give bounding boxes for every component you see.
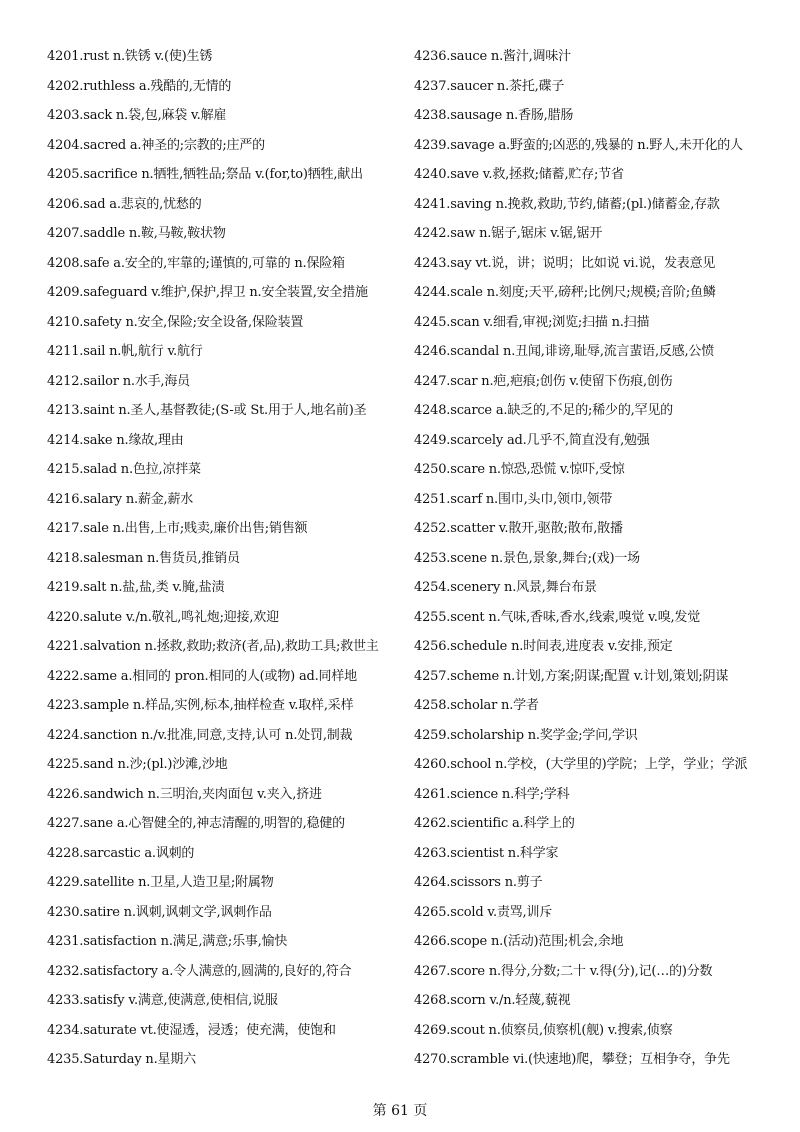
vocab-entry: 4226.sandwich n.三明治,夹肉面包 v.夹入,挤进 <box>47 786 322 802</box>
vocab-entry: 4246.scandal n.丑闻,诽谤,耻辱,流言蜚语,反感,公愤 <box>414 344 715 359</box>
vocab-entry: 4264.scissors n.剪子 <box>414 875 543 890</box>
vocab-entry: 4209.safeguard v.维护,保护,捍卫 n.安全装置,安全措施 <box>47 285 368 300</box>
vocab-entry: 4265.scold v.责骂,训斥 <box>414 904 553 920</box>
vocab-entry: 4236.sauce n.酱汁,调味汁 <box>414 49 571 64</box>
vocab-entry: 4240.save v.救,拯救;储蓄,贮存;节省 <box>414 167 624 182</box>
vocab-entry: 4233.satisfy v.满意,使满意,使相信,说服 <box>47 993 278 1008</box>
vocab-entry: 4212.sailor n.水手,海员 <box>47 373 190 389</box>
vocab-entry: 4214.sake n.缘故,理由 <box>47 432 184 448</box>
vocab-entry: 4266.scope n.(活动)范围;机会,余地 <box>414 934 624 949</box>
vocab-entry: 4210.safety n.安全,保险;安全设备,保险装置 <box>47 314 304 330</box>
vocab-entry: 4203.sack n.袋,包,麻袋 v.解雇 <box>47 108 227 123</box>
vocab-entry: 4206.sad a.悲哀的,忧愁的 <box>47 196 202 212</box>
vocab-entry: 4260.school n.学校，(大学里的)学院；上学，学业；学派 <box>414 757 748 772</box>
page-number: 第 61 页 <box>372 1103 428 1119</box>
vocab-entry: 4252.scatter v.散开,驱散;散布,散播 <box>414 521 623 536</box>
vocab-entry: 4230.satire n.讽刺,讽刺文学,讽刺作品 <box>47 904 272 920</box>
vocab-entry: 4263.scientist n.科学家 <box>414 845 559 861</box>
vocab-entry: 4251.scarf n.围巾,头巾,领巾,领带 <box>414 491 613 507</box>
vocab-entry: 4261.science n.科学;学科 <box>414 786 570 802</box>
vocab-entry: 4258.scholar n.学者 <box>414 698 539 713</box>
vocab-entry: 4259.scholarship n.奖学金;学问,学识 <box>414 727 638 743</box>
vocab-entry: 4229.satellite n.卫星,人造卫星;附属物 <box>47 875 274 890</box>
vocab-entry: 4204.sacred a.神圣的;宗教的;庄严的 <box>47 137 265 153</box>
vocab-entry: 4238.sausage n.香肠,腊肠 <box>414 108 574 123</box>
vocab-entry: 4222.same a.相同的 pron.相同的人(或物) ad.同样地 <box>47 668 357 684</box>
vocab-entry: 4245.scan v.细看,审视;浏览;扫描 n.扫描 <box>414 314 650 330</box>
vocab-entry: 4201.rust n.铁锈 v.(使)生锈 <box>47 49 213 64</box>
vocab-entry: 4250.scare n.惊恐,恐慌 v.惊吓,受惊 <box>414 462 625 477</box>
vocab-entry: 4255.scent n.气味,香味,香水,线索,嗅觉 v.嗅,发觉 <box>414 609 701 625</box>
vocab-entry: 4241.saving n.挽救,救助,节约,储蓄;(pl.)储蓄金,存款 <box>414 196 720 212</box>
vocab-entry: 4221.salvation n.拯救,救助;救济(者,品),救助工具;救世主 <box>47 639 379 654</box>
vocab-entry: 4213.saint n.圣人,基督教徒;(S-或 St.用于人,地名前)圣 <box>47 403 367 418</box>
vocab-entry: 4267.score n.得分,分数;二十 v.得(分),记(…的)分数 <box>414 963 713 979</box>
vocab-entry: 4234.saturate vt.使湿透，浸透；使充满，使饱和 <box>47 1022 336 1038</box>
vocab-entry: 4262.scientific a.科学上的 <box>414 816 575 831</box>
vocab-entry: 4225.sand n.沙;(pl.)沙滩,沙地 <box>47 757 228 772</box>
vocab-entry: 4268.scorn v./n.轻蔑,藐视 <box>414 993 571 1008</box>
vocab-entry: 4254.scenery n.风景,舞台布景 <box>414 580 597 595</box>
vocab-entry: 4227.sane a.心智健全的,神志清醒的,明智的,稳健的 <box>47 816 345 831</box>
vocab-entry: 4253.scene n.景色,景象,舞台;(戏)一场 <box>414 550 640 566</box>
vocab-entry: 4216.salary n.薪金,薪水 <box>47 491 194 507</box>
vocab-entry: 4205.sacrifice n.牺牲,牺牲品;祭品 v.(for,to)牺牲,献出 <box>47 167 363 182</box>
vocab-entry: 4223.sample n.样品,实例,标本,抽样检查 v.取样,采样 <box>47 698 354 713</box>
vocab-entry: 4269.scout n.侦察员,侦察机(舰) v.搜索,侦察 <box>414 1022 673 1038</box>
vocab-entry: 4218.salesman n.售货员,推销员 <box>47 550 240 566</box>
vocab-entry: 4224.sanction n./v.批准,同意,支持,认可 n.处罚,制裁 <box>47 727 353 743</box>
vocab-entry: 4215.salad n.色拉,凉拌菜 <box>47 462 201 477</box>
vocab-entry: 4248.scarce a.缺乏的,不足的;稀少的,罕见的 <box>414 403 673 418</box>
vocab-entry: 4256.schedule n.时间表,进度表 v.安排,预定 <box>414 639 673 654</box>
vocab-entry: 4239.savage a.野蛮的;凶恶的,残暴的 n.野人,未开化的人 <box>414 137 743 153</box>
vocab-entry: 4242.saw n.锯子,锯床 v.锯,锯开 <box>414 226 603 241</box>
vocab-entry: 4217.sale n.出售,上市;贱卖,廉价出售;销售额 <box>47 521 308 536</box>
vocab-entry: 4243.say vt.说，讲；说明；比如说 vi.说，发表意见 <box>414 255 716 271</box>
vocab-entry: 4232.satisfactory a.令人满意的,圆满的,良好的,符合 <box>47 963 352 979</box>
vocab-entry: 4231.satisfaction n.满足,满意;乐事,愉快 <box>47 934 288 949</box>
vocab-entry: 4228.sarcastic a.讽刺的 <box>47 845 195 861</box>
vocab-entry: 4235.Saturday n.星期六 <box>47 1052 196 1067</box>
right-column <box>414 42 794 1075</box>
vocab-entry: 4237.saucer n.茶托,碟子 <box>414 78 565 94</box>
vocab-entry: 4202.ruthless a.残酷的,无情的 <box>47 78 232 94</box>
vocab-entry: 4249.scarcely ad.几乎不,简直没有,勉强 <box>414 432 650 448</box>
vocab-entry: 4207.saddle n.鞍,马鞍,鞍状物 <box>47 226 226 241</box>
vocab-entry: 4270.scramble vi.(快速地)爬，攀登；互相争夺，争先 <box>414 1052 730 1067</box>
vocab-entry: 4211.sail n.帆,航行 v.航行 <box>47 344 203 359</box>
vocab-entry: 4257.scheme n.计划,方案;阴谋;配置 v.计划,策划;阴谋 <box>414 668 729 684</box>
vocab-entry: 4219.salt n.盐,盐,类 v.腌,盐渍 <box>47 580 225 595</box>
vocab-entry: 4208.safe a.安全的,牢靠的;谨慎的,可靠的 n.保险箱 <box>47 255 345 271</box>
vocab-entry: 4244.scale n.刻度;天平,磅秤;比例尺;规模;音阶;鱼鳞 <box>414 285 716 300</box>
vocab-entry: 4220.salute v./n.敬礼,鸣礼炮;迎接,欢迎 <box>47 609 279 625</box>
vocab-entry: 4247.scar n.疤,疤痕;创伤 v.使留下伤痕,创伤 <box>414 373 673 389</box>
left-column <box>47 42 405 1075</box>
